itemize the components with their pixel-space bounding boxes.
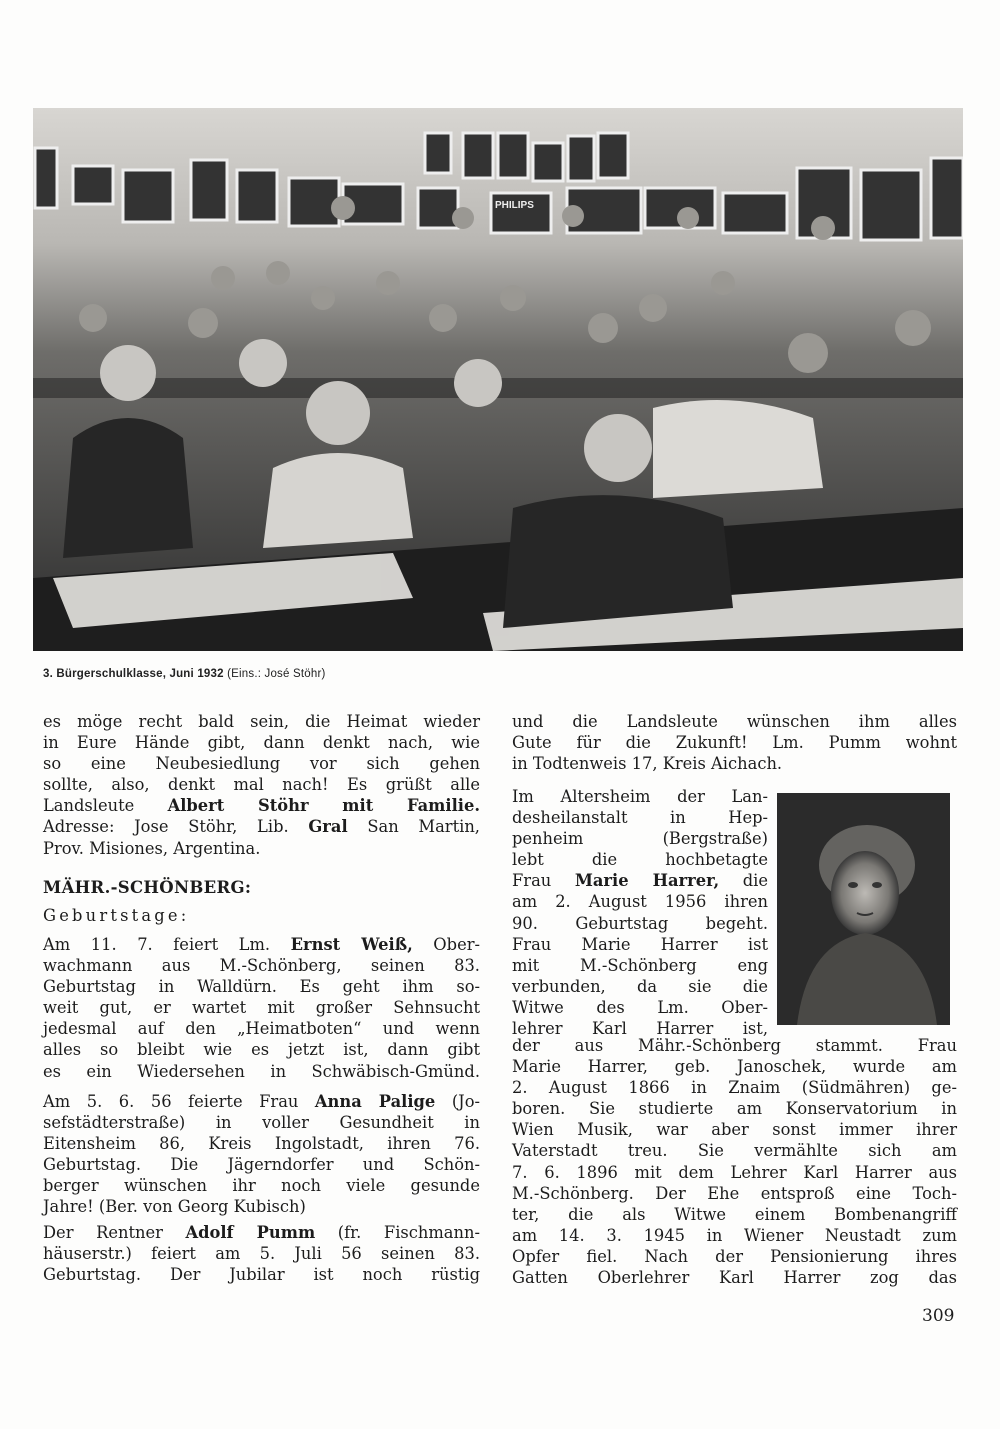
text-segment: 7. 6. 1896 mit dem Lehrer Karl Harrer aus [512,1162,957,1182]
text-segment: Gatten Oberlehrer Karl Harrer zog das [512,1268,957,1288]
text-line [512,1225,957,1246]
text-line [43,1039,480,1060]
text-segment: in Todtenweis 17, Kreis Aichach. [512,754,783,774]
text-line [512,976,768,997]
text-line [43,774,480,795]
text-segment: lebt die hochbetagte [512,850,768,870]
text-line [43,1018,480,1039]
birthday-adolf-pumm-paragraph [43,1222,480,1285]
text-line [512,1204,957,1225]
text-segment: 90. Geburtstag begeht. [512,913,768,933]
text-line [512,1119,957,1140]
text-line [512,1035,957,1056]
marie-harrer-paragraph-wrapped [512,786,768,1039]
section-subheading: Geburtstage: [43,906,190,925]
text-line [43,1112,480,1133]
text-segment: (Jo- [435,1092,480,1111]
text-segment: M.-Schönberg. Der Ehe entsproß eine Toch- [512,1183,957,1203]
text-line [512,955,768,976]
text-segment: Am 5. 6. 56 feierte Frau [43,1092,315,1111]
text-segment: Opfer fiel. Nach der Pensionierung ihres [512,1246,957,1266]
text-line [43,1243,480,1264]
text-line [43,997,480,1018]
text-segment: Adresse: Jose Stöhr, Lib. [43,817,309,837]
text-line [512,711,957,732]
text-line [512,753,957,774]
text-segment: Geburtstag. Die Jägerndorfer und Schön- [43,1155,480,1175]
text-segment: es möge recht bald sein, die Heimat wieder [43,712,480,731]
text-segment: Frau Marie Harrer ist [512,934,768,954]
birthday-ernst-weiss-paragraph [43,934,480,1082]
text-line [43,1133,480,1154]
text-line [512,1267,957,1288]
adolf-pumm-continuation-paragraph [512,711,957,774]
text-line [512,1077,957,1098]
text-line [512,849,768,870]
text-line [43,732,480,753]
text-segment: es ein Wiedersehen in Schwäbisch-Gmünd. [43,1061,480,1081]
caption-title: 3. Bürgerschulklasse, Juni 1932 [43,668,224,680]
text-segment: mit M.-Schönberg eng [512,955,768,975]
text-line [512,1098,957,1119]
text-segment: jedesmal auf den „Heimatboten“ und wenn [43,1019,480,1039]
text-segment: Im Altersheim der Lan- [512,787,768,806]
classroom-photo [33,108,963,651]
text-line [512,934,768,955]
text-segment: weit gut, er wartet mit großer Sehnsucht [43,998,480,1018]
text-segment: ter, die als Witwe einem Bombenangriff [512,1204,957,1224]
caption-source: (Eins.: José Stöhr) [227,668,326,680]
text-segment: am 2. August 1956 ihren [512,892,768,912]
text-line [43,976,480,997]
text-segment: penheim (Bergstraße) [512,829,768,849]
letter-closing-paragraph [43,711,480,859]
text-line [512,732,957,753]
text-segment: Geburtstag in Walldürn. Es geht ihm so- [43,977,480,997]
text-line [512,1246,957,1267]
text-line [43,1196,480,1217]
text-segment: häuserstr.) feiert am 5. Juli 56 seinen 83. [43,1244,480,1264]
portrait-photo-marie-harrer [777,793,950,1025]
text-segment: Geburtstag. Der Jubilar ist noch rüstig [43,1265,480,1285]
text-line [43,1222,480,1243]
text-line [43,1175,480,1196]
bold-name: Adolf Pumm [185,1223,316,1242]
text-segment: verbunden, da sie die [512,976,768,996]
text-line [43,838,480,859]
text-line [512,870,768,891]
bold-name: Marie Harrer, [574,871,720,891]
text-segment: wachmann aus M.-Schönberg, seinen 83. [43,956,480,976]
text-line [43,753,480,774]
birthday-anna-palige-paragraph [43,1091,480,1218]
bold-name: Ernst Weiß, [290,935,413,954]
page-number: 309 [922,1306,955,1326]
text-segment: Witwe des Lm. Ober- [512,997,768,1017]
bold-name: Albert Stöhr mit Familie. [167,796,480,816]
text-segment: Marie Harrer, geb. Janoschek, wurde am [512,1057,957,1077]
text-segment: Jahre! (Ber. von Georg Kubisch) [43,1197,306,1217]
text-line [512,1162,957,1183]
text-segment: und die Landsleute wünschen ihm alles [512,712,957,731]
text-line [512,1183,957,1204]
text-line [43,1091,480,1112]
text-segment: sefstädterstraße) in voller Gesundheit in [43,1113,480,1133]
text-segment: der aus Mähr.-Schönberg stammt. Frau [512,1036,957,1055]
text-line [512,1140,957,1161]
text-line [43,1154,480,1175]
text-line [43,1264,480,1285]
text-segment: San Martin, [347,817,480,837]
text-segment: sollte, also, denkt mal nach! Es grüßt alle [43,775,480,795]
text-line [43,1061,480,1082]
text-line [43,711,480,732]
text-line [43,816,480,837]
text-line [512,807,768,828]
text-segment: Prov. Misiones, Argentina. [43,838,261,858]
text-segment: Gute für die Zukunft! Lm. Pumm wohnt [512,733,957,753]
text-segment: alles so bleibt wie es jetzt ist, dann gibt [43,1040,480,1060]
photo-caption [43,668,326,680]
text-line [43,955,480,976]
text-segment: boren. Sie studierte am Konservatorium in [512,1099,957,1119]
text-segment: Landsleute [43,796,168,816]
text-line [512,1056,957,1077]
text-segment: Ober- [412,935,480,954]
text-segment: Wien Musik, war aber sonst immer ihrer [512,1120,957,1140]
text-segment: am 14. 3. 1945 in Wiener Neustadt zum [512,1225,957,1245]
marie-harrer-paragraph-continued [512,1035,957,1288]
text-line [512,786,768,807]
text-line [43,934,480,955]
text-segment: Vaterstadt treu. Sie vermählte sich am [512,1141,957,1161]
bold-name: Gral [308,817,348,837]
text-segment: so eine Neubesiedlung vor sich gehen [43,754,480,774]
text-segment: 2. August 1866 in Znaim (Südmähren) ge- [512,1078,957,1098]
bold-name: Anna Palige [314,1092,436,1111]
text-line [512,828,768,849]
text-segment: Am 11. 7. feiert Lm. [43,935,291,954]
text-line [512,913,768,934]
text-segment: Frau [512,871,575,891]
text-segment: berger wünschen ihr noch viele gesunde [43,1176,480,1196]
text-segment: die [719,871,768,891]
text-segment: (fr. Fischmann- [315,1223,480,1242]
text-line [512,891,768,912]
poster-sign-text: PHILIPS [495,200,534,211]
text-segment: Eitensheim 86, Kreis Ingolstadt, ihren 76. [43,1134,480,1154]
text-segment: desheilanstalt in Hep- [512,808,768,828]
text-segment: in Eure Hände gibt, dann denkt nach, wie [43,733,480,753]
text-segment: lehrer Karl Harrer ist, [512,1019,768,1039]
section-heading: MÄHR.-SCHÖNBERG: [43,878,252,897]
text-line [43,795,480,816]
text-line [512,997,768,1018]
text-segment: Der Rentner [43,1223,186,1242]
